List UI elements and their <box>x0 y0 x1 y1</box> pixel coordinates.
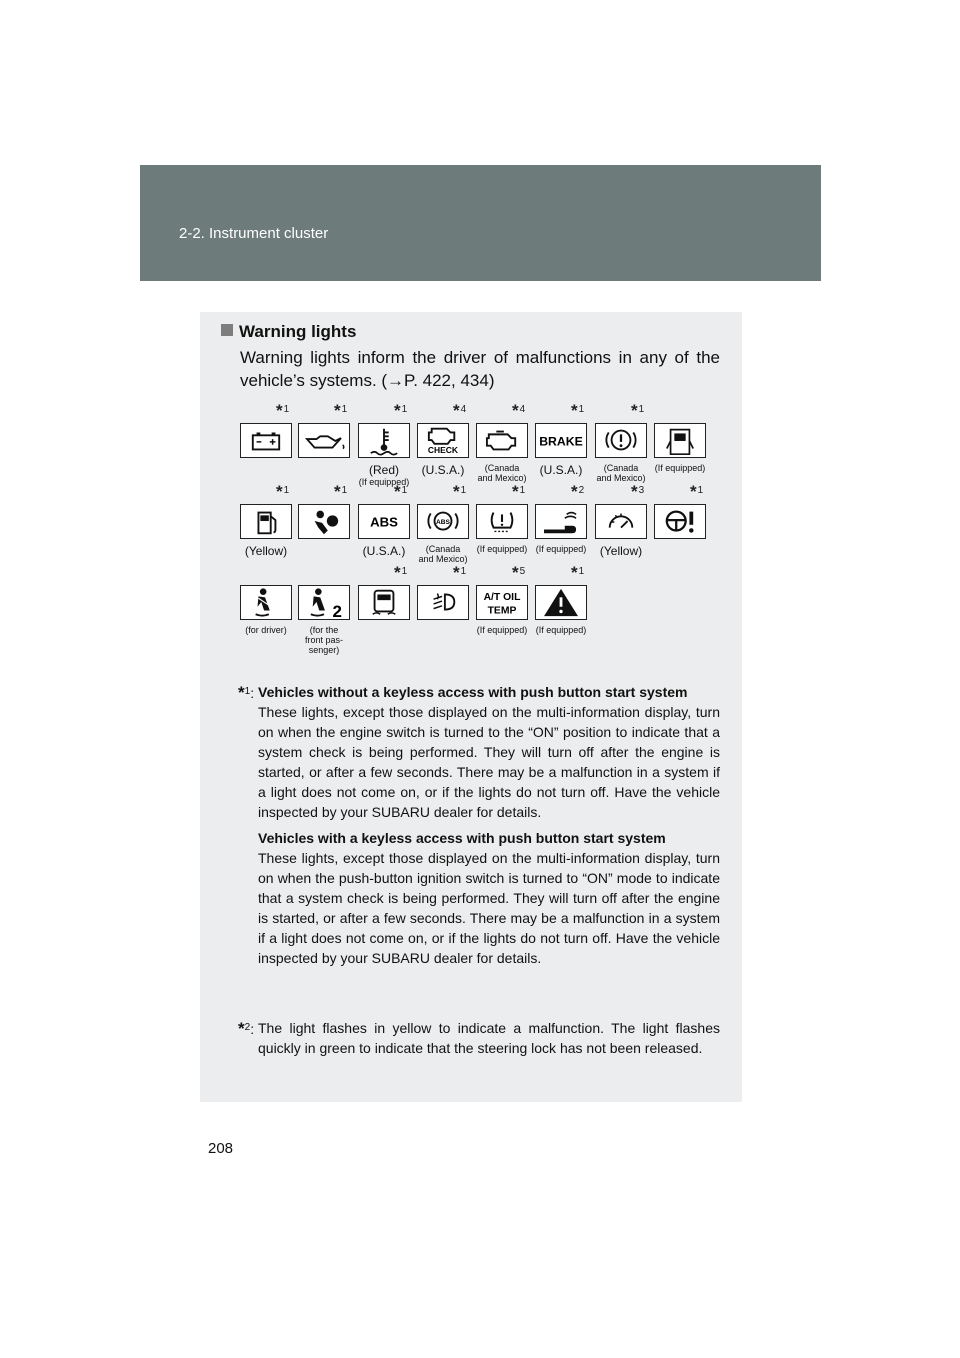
footnote-marker: *$^1$ <box>276 401 290 420</box>
note-heading: Vehicles without a keyless access with push button start system <box>258 684 688 700</box>
speedometer-icon <box>595 504 647 539</box>
footnote-marker: *$^1$ <box>512 482 526 501</box>
skid-icon <box>358 585 410 620</box>
icon-caption: (Yellow) <box>599 544 643 558</box>
at-oil-temp-icon <box>476 585 528 620</box>
note-text: The light flashes in yellow to indicate a malfunction. The light flashes quickly in green to indicate that the steering lock has not been released. <box>258 1020 720 1056</box>
footnote-marker: *$^1$ <box>453 482 467 501</box>
footnote-marker: *$^1$ <box>394 563 408 582</box>
header-bar <box>140 165 821 281</box>
battery-icon <box>240 423 292 458</box>
airbag-icon <box>298 504 350 539</box>
icon-caption: (U.S.A.) <box>362 544 406 558</box>
brake-text-icon <box>535 423 587 458</box>
icon-caption: (for driver) <box>245 625 287 635</box>
footnote-marker: *$^4$ <box>453 401 467 420</box>
page-number: 208 <box>208 1140 234 1157</box>
headlight-icon <box>417 585 469 620</box>
svg-text:2: 2 <box>332 602 342 619</box>
footnote-marker: *$^1$ <box>334 482 348 501</box>
footnote-marker: *$^5$ <box>512 563 526 582</box>
warning-lights-panel <box>200 312 742 1102</box>
abs-circle-icon <box>417 504 469 539</box>
seatbelt-passenger-icon <box>298 585 350 620</box>
footnote-marker: *$^1$ <box>276 482 290 501</box>
svg-text:TEMP: TEMP <box>487 605 517 617</box>
icon-caption: (If equipped) <box>535 625 587 635</box>
door-open-icon <box>654 423 706 458</box>
footnote-marker: *$^1$ <box>394 482 408 501</box>
icon-caption: (If equipped) <box>535 544 587 554</box>
icon-caption: (Canada and Mexico) <box>477 463 527 483</box>
footnote-marker: *$^1$ <box>571 563 585 582</box>
seatbelt-driver-icon <box>240 585 292 620</box>
footnote-mark: *$^2$: <box>238 1019 255 1038</box>
warning-light-grid <box>200 312 742 692</box>
note-text: These lights, except those displayed on the multi-information display, turn on when the engine switch is turned to the “ON” position to indicate that a system check is being performed. They will turn off after the engine is started, or after a few seconds. There may be a malfunction in a system if a light does not come on, or if the lights do not turn off. Have the vehicle inspected by your SUBARU dealer for details. <box>258 704 720 820</box>
note-text: These lights, except those displayed on the multi-information display, turn on when the push-button ignition switch is turned to “ON” mode to indicate that a system check is being performed. They will turn off after the engine is started, or after a few seconds. There may be a malfunction in a system if a light does not come on, or if the lights do not turn off. Have the vehicle inspected by your SUBARU dealer for details. <box>258 850 720 966</box>
footnote-1 <box>238 682 720 974</box>
footnote-marker: *$^1$ <box>453 563 467 582</box>
icon-caption: (U.S.A.) <box>539 463 583 477</box>
icon-caption: (If equipped) <box>654 463 706 473</box>
footnote-marker: *$^3$ <box>631 482 645 501</box>
icon-caption: (If equipped) <box>476 544 528 554</box>
footnote-marker: *$^4$ <box>512 401 526 420</box>
master-warning-icon <box>535 585 587 620</box>
section-heading: Warning lights <box>221 322 356 342</box>
footnote-marker: *$^1$ <box>631 401 645 420</box>
svg-text:CHECK: CHECK <box>427 445 459 456</box>
brake-circle-icon <box>595 423 647 458</box>
intro-text: Warning lights inform the driver of malfunctions in any of the vehicle’s systems. (→P. 422, 434) <box>240 348 720 390</box>
svg-text:BRAKE: BRAKE <box>539 434 583 449</box>
section-title: 2-2. Instrument cluster <box>179 225 329 242</box>
footnote-marker: *$^1$ <box>690 482 704 501</box>
note-heading: Vehicles with a keyless access with push button start system <box>258 830 666 846</box>
icon-caption: (If equipped) <box>476 625 528 635</box>
icon-caption: (for the front pas- senger) <box>304 625 344 655</box>
icon-caption: (Canada and Mexico) <box>596 463 646 483</box>
coolant-temp-icon <box>358 423 410 458</box>
icon-caption: (Canada and Mexico) <box>418 544 468 564</box>
fuel-icon <box>240 504 292 539</box>
footnote-marker: *$^2$ <box>571 482 585 501</box>
svg-text:A/T OIL: A/T OIL <box>483 592 521 604</box>
icon-caption: (U.S.A.) <box>421 463 465 477</box>
footnote-marker: *$^1$ <box>394 401 408 420</box>
footnote-mark: *$^1$: <box>238 683 255 702</box>
footnote-2 <box>238 1018 720 1064</box>
abs-text-icon <box>358 504 410 539</box>
check-engine-icon <box>417 423 469 458</box>
steering-icon <box>654 504 706 539</box>
icon-caption: (Yellow) <box>244 544 288 558</box>
tire-pressure-icon <box>476 504 528 539</box>
svg-text:ABS: ABS <box>436 518 450 526</box>
key-icon <box>535 504 587 539</box>
engine-icon <box>476 423 528 458</box>
svg-text:ABS: ABS <box>370 514 398 530</box>
icon-caption: (Red) (If equipped) <box>358 463 410 487</box>
footnote-marker: *$^1$ <box>334 401 348 420</box>
oil-pressure-icon <box>298 423 350 458</box>
footnote-marker: *$^1$ <box>571 401 585 420</box>
